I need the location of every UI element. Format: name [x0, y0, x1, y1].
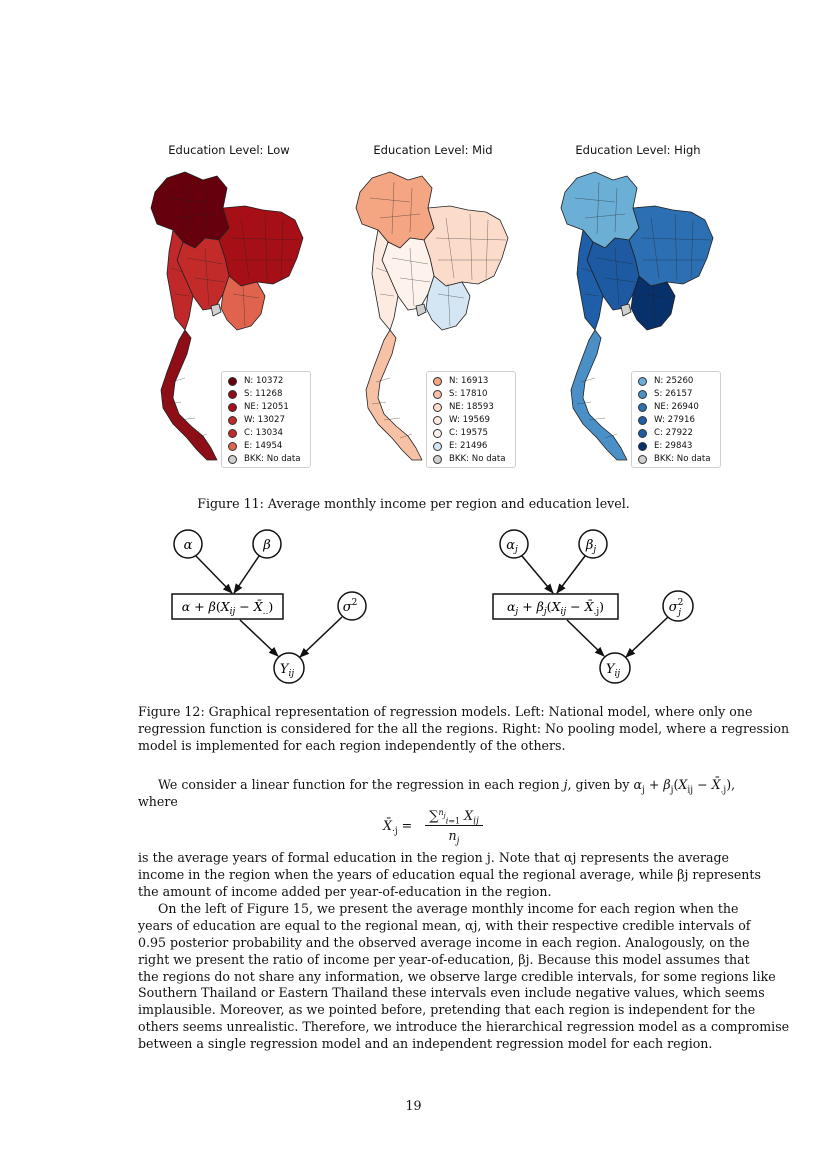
legend-label: E: 21496 [449, 441, 488, 451]
map-legend-mid [426, 371, 516, 468]
figure-12-caption [138, 704, 790, 755]
paragraph-2 [138, 850, 761, 901]
figure-11-caption: Figure 11: Average monthly income per region and education level. [197, 496, 630, 511]
legend-swatch [228, 455, 237, 464]
text-line: where [138, 793, 178, 809]
map-title-low: Education Level: Low [168, 143, 290, 157]
legend-swatch [228, 390, 237, 399]
node-sigma-j-label: $\sigma^2$ j [668, 598, 684, 618]
legend-swatch [638, 442, 647, 451]
legend-label: C: 19575 [449, 428, 488, 438]
legend-swatch [433, 442, 442, 451]
regression-box-j-label: $\alpha_j + \beta_j(X_{ij}$ − $X̄_{.j}$) [506, 599, 605, 617]
region-south [161, 330, 217, 460]
legend-label: BKK: No data [654, 454, 711, 464]
legend-label: BKK: No data [244, 454, 301, 464]
node-sigma-label: $\sigma^2$ [342, 598, 358, 615]
legend-label: N: 10372 [244, 376, 284, 386]
figure-12-diagram [0, 520, 827, 695]
legend-label: W: 19569 [449, 415, 490, 425]
caption-line: regression function is considered for the all the regions. Right: No pooling model, where a regression [138, 720, 790, 736]
map-legend-low [221, 371, 311, 468]
map-legend-high [631, 371, 721, 468]
text-line: We consider a linear function for the regression in each region j, given by $\alpha_j + \beta_j(X_{ij}$ − $X̄_{.j}$), [158, 777, 736, 796]
legend-swatch [433, 403, 442, 412]
region-north [151, 172, 229, 248]
legend-swatch [433, 416, 442, 425]
paragraph-1 [138, 777, 736, 811]
node-alpha-label: α [183, 538, 193, 553]
legend-swatch [433, 455, 442, 464]
no-pooling-model [493, 530, 693, 683]
equation-xbar: $X̄_{\cdot j}$ = ∑$^{n_j}_{i=1}$ $X_{ij}$ $n_j$ [383, 808, 493, 846]
legend-swatch [433, 390, 442, 399]
text-line: the amount of income added per year-of-education in the region. [138, 883, 552, 899]
legend-label: S: 17810 [449, 389, 488, 399]
legend-label: C: 27922 [654, 428, 693, 438]
text-line: implausible. Moreover, as we pointed before, pretending that each region is independent for the [138, 1002, 756, 1018]
legend-swatch [638, 455, 647, 464]
text-line: the regions do not share any information, we observe large credible intervals, for some regions like [138, 968, 776, 984]
text-line: years of education are equal to the regional mean, αj, with their respective credible intervals of [138, 917, 751, 933]
map-title-mid: Education Level: Mid [373, 143, 493, 157]
node-beta-label: β [263, 538, 271, 553]
legend-label: W: 27916 [654, 415, 695, 425]
legend-label: S: 26157 [654, 389, 693, 399]
legend-label: NE: 26940 [654, 402, 699, 412]
legend-swatch [433, 429, 442, 438]
node-y-label: $Y_{ij}$ [279, 662, 295, 679]
legend-label: C: 13034 [244, 428, 283, 438]
text-line: is the average years of formal education in the region j. Note that αj represents the average [138, 850, 729, 865]
legend-swatch [228, 429, 237, 438]
legend-label: N: 25260 [654, 376, 694, 386]
region-northeast [219, 206, 303, 286]
legend-swatch [228, 416, 237, 425]
legend-label: BKK: No data [449, 454, 506, 464]
legend-swatch [433, 377, 442, 386]
legend-swatch [638, 429, 647, 438]
legend-label: NE: 12051 [244, 402, 289, 412]
legend-label: N: 16913 [449, 376, 489, 386]
caption-line: Figure 12: Graphical representation of regression models. Left: National model, where only one [138, 704, 753, 719]
node-beta-j-label: $\beta_j$ [585, 538, 597, 555]
legend-swatch [228, 377, 237, 386]
legend-swatch [228, 442, 237, 451]
regression-box-label: $\alpha + \beta(X_{ij}$ − $X̄_{..}$) [181, 599, 274, 617]
page-number: 19 [405, 1098, 422, 1113]
legend-label: E: 29843 [654, 441, 693, 451]
legend-swatch [638, 377, 647, 386]
map-title-high: Education Level: High [575, 143, 701, 157]
text-line: On the left of Figure 15, we present the average monthly income for each region when the [158, 901, 739, 916]
legend-swatch [638, 390, 647, 399]
node-y-j-label: $Y_{ij}$ [605, 662, 621, 679]
legend-label: W: 13027 [244, 415, 285, 425]
legend-swatch [638, 403, 647, 412]
node-alpha-j-label: $\alpha_j$ [506, 538, 518, 555]
paragraph-3 [138, 901, 790, 1053]
legend-swatch [228, 403, 237, 412]
text-line: income in the region when the years of education equal the regional average, while βj represents [138, 866, 761, 882]
national-model [172, 530, 366, 683]
text-line: others seems unrealistic. Therefore, we introduce the hierarchical regression model as a compromise [138, 1019, 790, 1035]
legend-label: S: 11268 [244, 389, 283, 399]
text-line: between a single regression model and an independent regression model for each region. [138, 1036, 713, 1052]
region-bkk [211, 304, 221, 316]
text-line: Southern Thailand or Eastern Thailand these intervals even include negative values, which seems [138, 985, 765, 1001]
legend-swatch [638, 416, 647, 425]
legend-label: E: 14954 [244, 441, 283, 451]
legend-label: NE: 18593 [449, 402, 494, 412]
caption-line: model is implemented for each region independently of the others. [138, 737, 566, 753]
text-line: right we present the ratio of income per year-of-education, βj. Because this model assumes that [138, 951, 750, 967]
text-line: 0.95 posterior probability and the observed average income in each region. Analogously, on the [138, 934, 750, 950]
